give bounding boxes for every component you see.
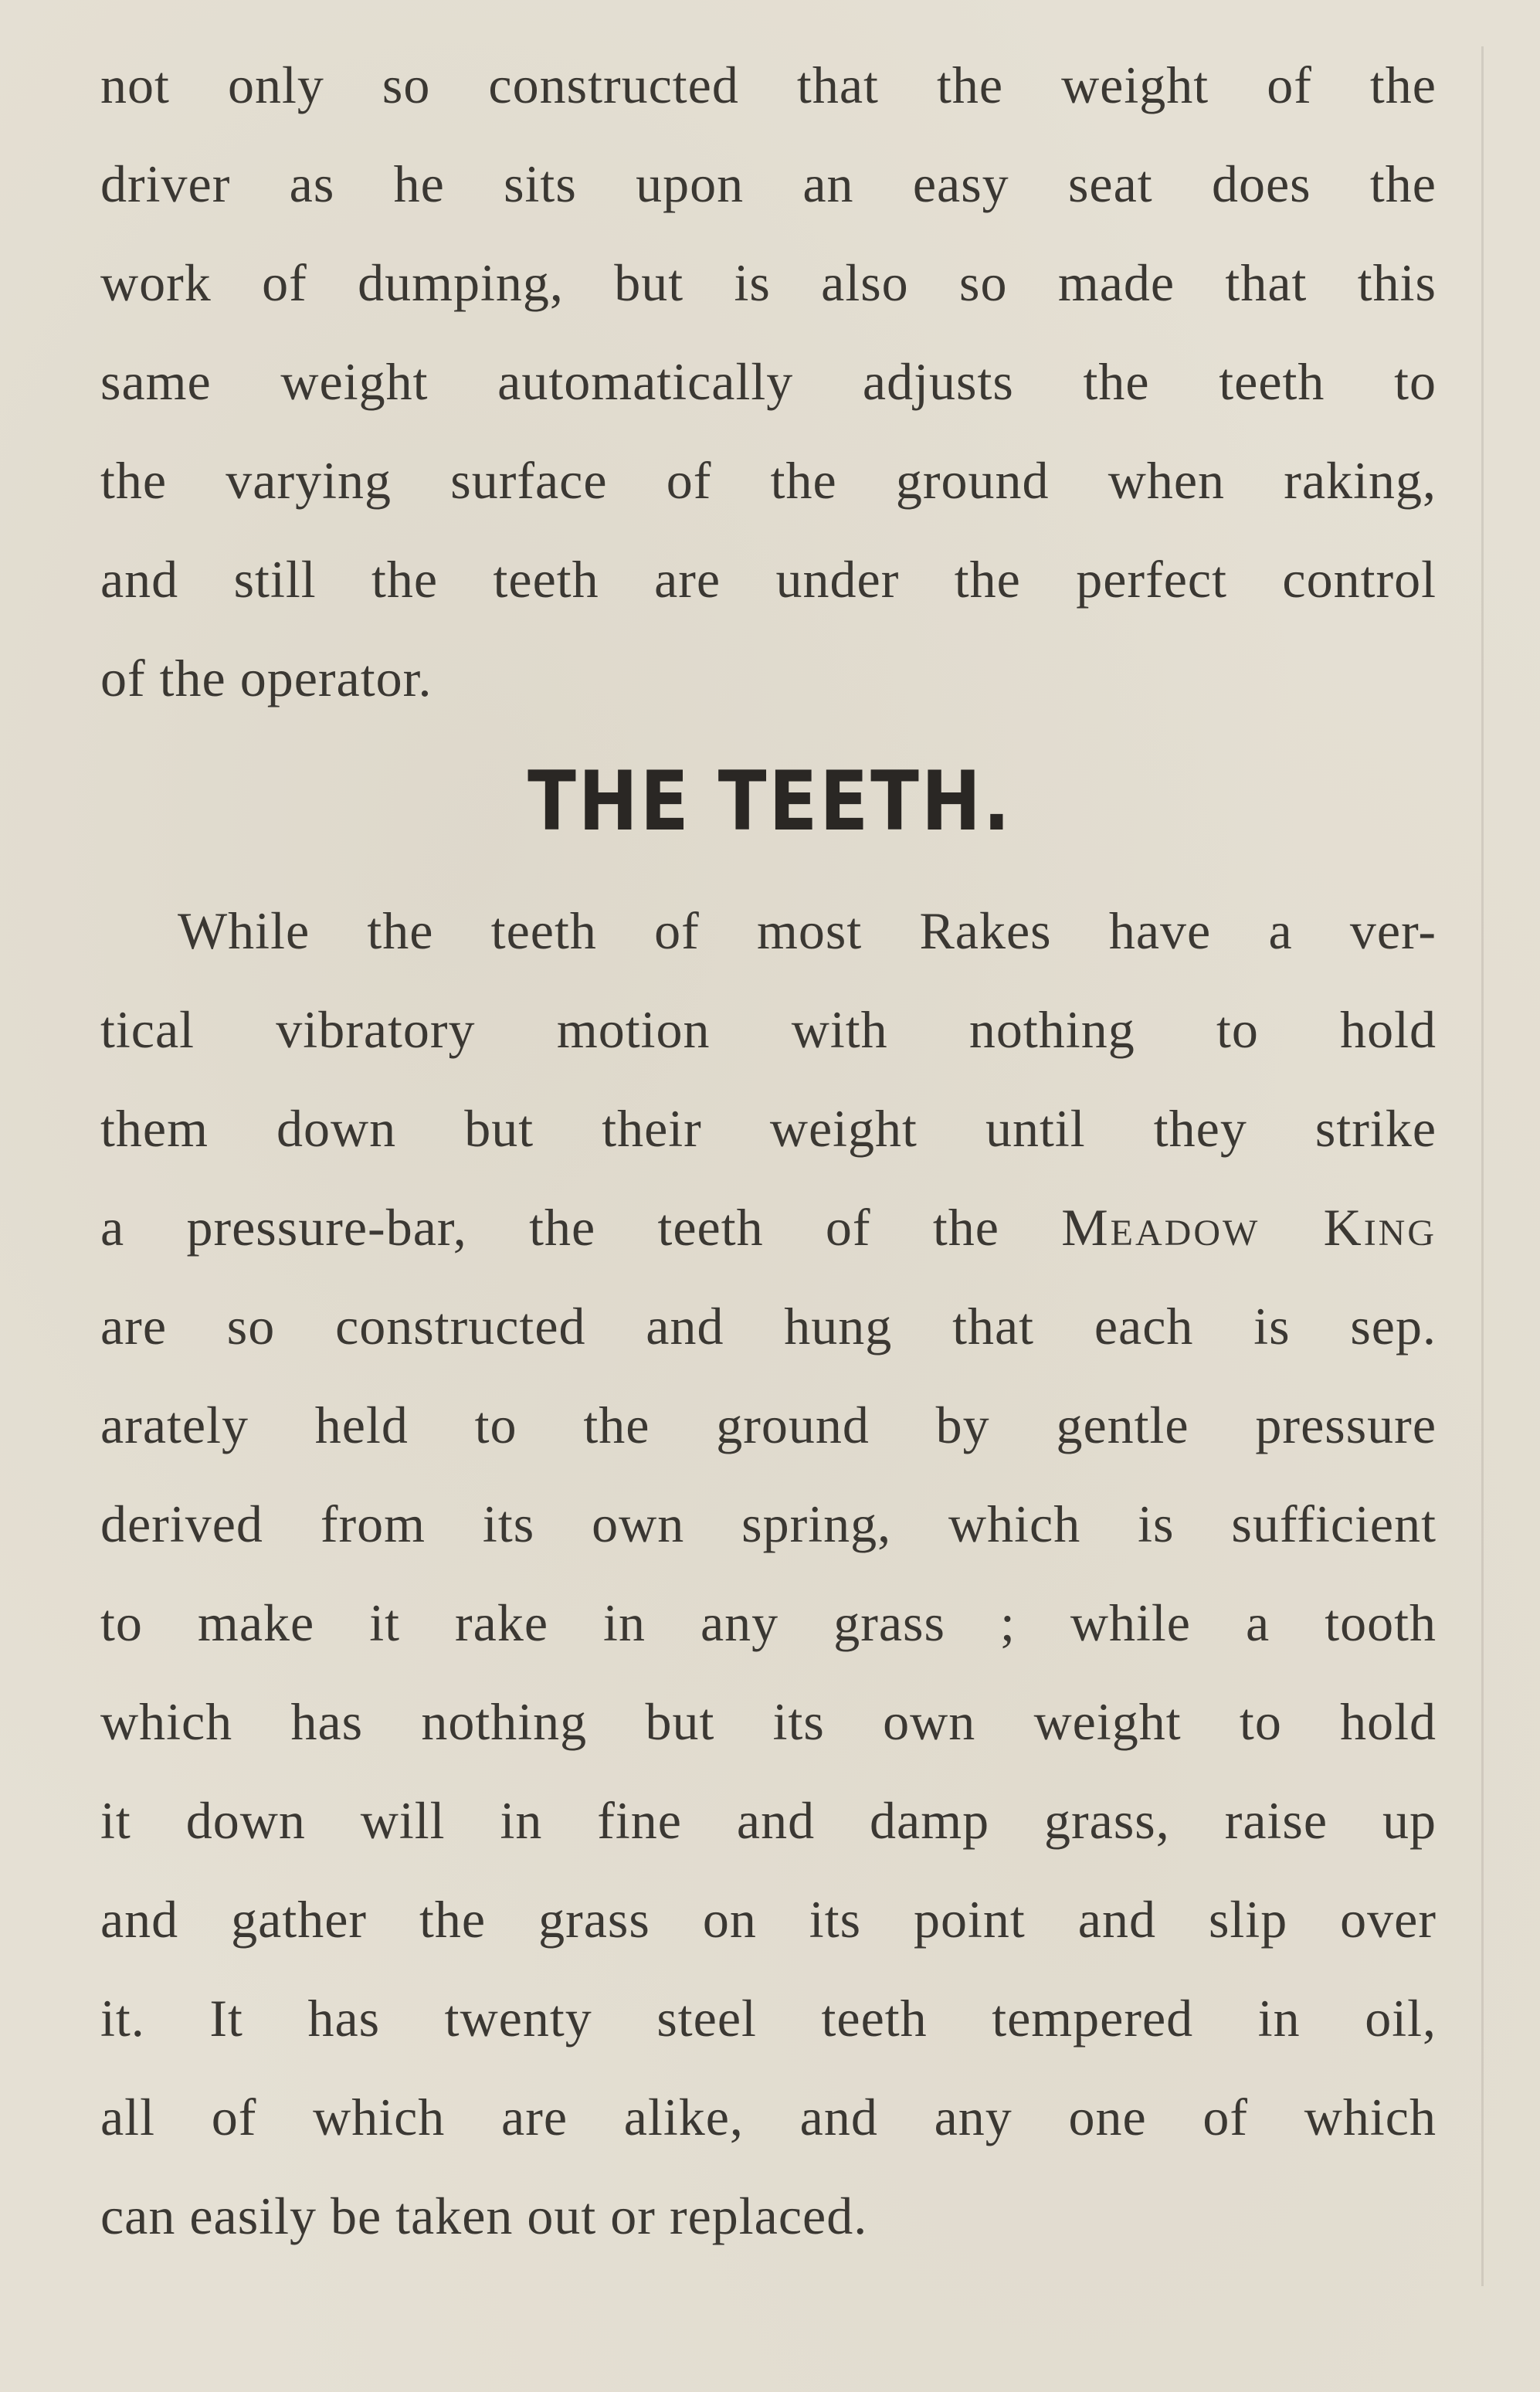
text-line: driver as he sits upon an easy seat does the (100, 154, 1437, 213)
text-line: same weight automatically adjusts the teeth to (100, 352, 1437, 411)
text-line: to make it rake in any grass ; while a tooth (100, 1593, 1437, 1652)
text-line: not only so constructed that the weight of the (100, 56, 1437, 114)
text-line-with-brand (100, 1196, 1437, 1258)
text-line: can easily be taken out or replaced. (100, 2187, 868, 2245)
text-line: and still the teeth are under the perfect control (100, 550, 1437, 609)
text-line: are so constructed and hung that each is sep. (100, 1297, 1437, 1355)
text-line: arately held to the ground by gentle pressure (100, 1396, 1437, 1454)
text-line: tical vibratory motion with nothing to hold (100, 1000, 1437, 1059)
brand-name-meadow-king: Meadow King (1061, 1198, 1437, 1257)
text-line: and gather the grass on its point and slip over (100, 1890, 1437, 1949)
text-line: of the operator. (100, 649, 432, 707)
text-line: it. It has twenty steel teeth tempered in oil, (100, 1989, 1437, 2048)
section-heading: THE TEETH. (527, 754, 1013, 850)
text-line: While the teeth of most Rakes have a ver- (178, 901, 1437, 960)
text-line: the varying surface of the ground when raking, (100, 451, 1437, 510)
page-edge-shadow (1481, 46, 1484, 2286)
text-fragment: a pressure-bar, the teeth of the (100, 1198, 1062, 1257)
text-line: it down will in fine and damp grass, raise up (100, 1791, 1437, 1850)
text-line: work of dumping, but is also so made that this (100, 253, 1437, 312)
text-line: all of which are alike, and any one of which (100, 2088, 1437, 2146)
text-line: them down but their weight until they strike (100, 1099, 1437, 1158)
text-line: which has nothing but its own weight to hold (100, 1692, 1437, 1751)
text-line: derived from its own spring, which is sufficient (100, 1495, 1437, 1553)
